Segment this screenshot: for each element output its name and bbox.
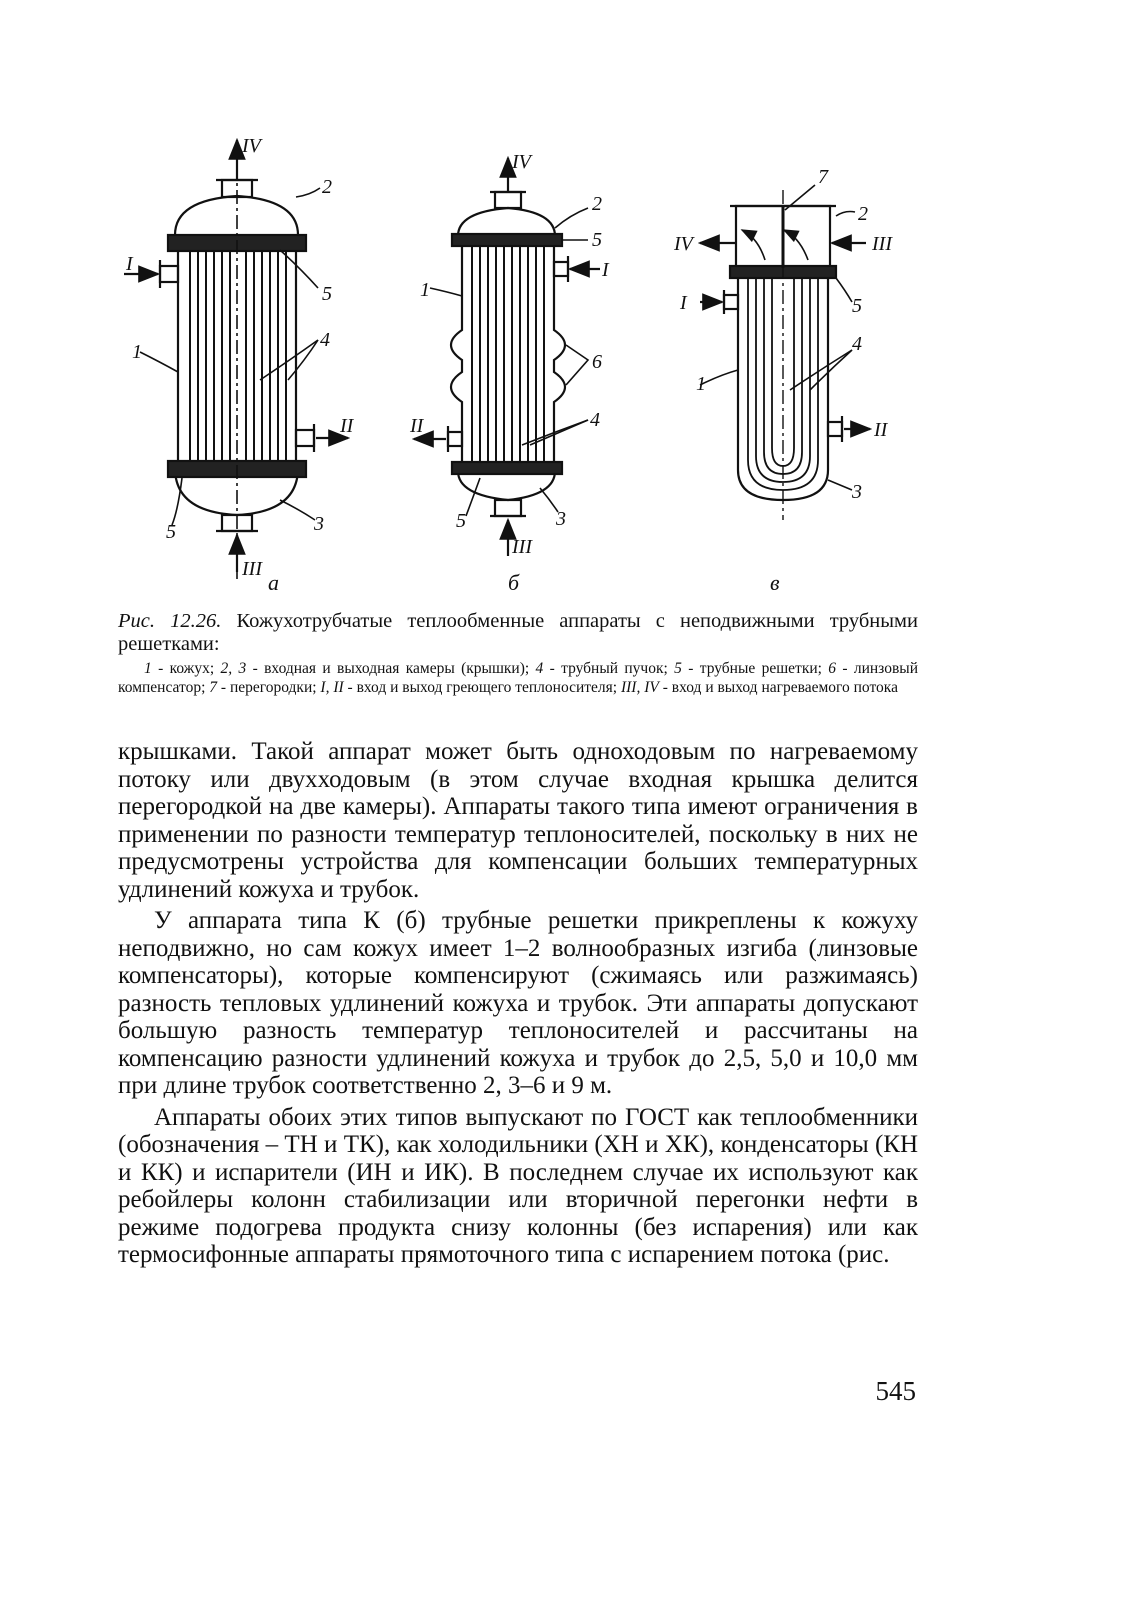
- callout-3-a: 3: [314, 513, 324, 535]
- legend-text: - кожух;: [151, 660, 221, 677]
- callout-4-b: 4: [590, 409, 600, 431]
- callout-6-b: 6: [592, 351, 602, 373]
- legend-number: 1: [144, 660, 152, 677]
- legend-text: - входная и выходная камеры (крышки);: [246, 660, 536, 677]
- heat-exchanger-figure: [0, 0, 1135, 600]
- label-II-b: II: [410, 415, 424, 437]
- callout-1-a: 1: [132, 341, 142, 363]
- panel-label-b: б: [508, 570, 520, 595]
- callout-5-c: 5: [852, 295, 862, 317]
- paragraph-3: Аппараты обоих этих типов выпускают по ГОСТ как теплообменники (обозначения – ТН и ТК), как холодильники (ХН и ХК), конденсаторы (КН и КК) и испарители (ИН и ИК). В последнем случае их используют как ребойлеры колонн стабилизации или вторичной перегонки нефти в режиме подогрева продукта снизу колонны (без испарения) или как термосифонные аппараты прямоточного типа с испарением потока (рис.: [118, 1103, 918, 1268]
- label-II-a: II: [340, 415, 354, 437]
- label-III-b: III: [512, 536, 532, 558]
- callout-4-c: 4: [852, 333, 862, 355]
- callout-2-c: 2: [858, 203, 868, 225]
- apparatus-b: [414, 158, 600, 556]
- legend-text: - трубные решетки;: [681, 660, 829, 677]
- callout-5-b-bottom: 5: [456, 510, 466, 532]
- label-I-c: I: [680, 292, 687, 314]
- panel-label-a: а: [268, 570, 279, 595]
- label-III-a: III: [242, 558, 262, 580]
- legend-number: 7: [209, 679, 218, 696]
- apparatus-c: [700, 185, 870, 520]
- callout-5-b: 5: [592, 229, 602, 251]
- body-text: [118, 738, 918, 1273]
- label-I-b: I: [602, 259, 609, 281]
- label-IV-b: IV: [512, 151, 531, 173]
- page-number: 545: [875, 1376, 916, 1406]
- callout-5-a: 5: [322, 283, 332, 305]
- label-II-c: II: [874, 419, 888, 441]
- label-I-a: I: [126, 253, 133, 275]
- label-IV-c: IV: [674, 233, 693, 255]
- callout-7-c: 7: [818, 166, 828, 188]
- label-III-c: III: [872, 233, 892, 255]
- paragraph-2: У аппарата типа К (б) трубные решетки прикреплены к кожуху неподвижно, но сам кожух имеет 1–2 волнообразных изгиба (линзовые компенсаторы), которые компенсируют (сжимаясь или разжимаясь) разность тепловых удлинений кожуха и трубок. Эти аппараты допускают большую разность температур теплоносителей и рассчитаны на компенсацию разности удлинений кожуха и трубок до 2,5, 5,0 и 10,0 мм при длине трубок соответственно 2, 3–6 и 9 м.: [118, 907, 918, 1099]
- callout-3-c: 3: [852, 481, 862, 503]
- legend-text: - вход и выход нагреваемого потока: [658, 679, 898, 696]
- callout-4-a: 4: [320, 329, 330, 351]
- legend-text: - линзовый компенсатор;: [118, 660, 918, 696]
- callout-5-a-bottom: 5: [166, 521, 176, 543]
- legend-number: I, II: [320, 679, 344, 696]
- figure-caption: [118, 610, 918, 697]
- legend-number: 5: [674, 660, 682, 677]
- caption-title: [118, 610, 918, 656]
- callout-2-b: 2: [592, 193, 602, 215]
- legend-number: 2, 3: [220, 660, 247, 677]
- panel-label-c: в: [770, 570, 780, 595]
- callout-3-b: 3: [556, 508, 566, 530]
- legend-number: III, IV: [620, 679, 659, 696]
- legend-text: - трубный пучок;: [543, 660, 675, 677]
- legend-number: 6: [828, 660, 837, 677]
- callout-1-b: 1: [420, 279, 430, 301]
- legend-text: - перегородки;: [217, 679, 321, 696]
- caption-title-text: Кожухотрубчатые теплообменные аппараты с неподвижными трубными решетками:: [118, 610, 918, 655]
- legend-text: - вход и выход греющего теплоносителя;: [343, 679, 621, 696]
- paragraph-1: крышками. Такой аппарат может быть одноходовым по нагреваемому потоку или двухходовым (в этом случае входная крышка делится перегородкой на две камеры). Аппараты такого типа имеют ограничения в применении по разности температур теплоносителей, поскольку в них не предусмотрены устройства для компенсации больших температурных удлинений кожуха и трубок.: [118, 738, 918, 903]
- label-IV-a: IV: [242, 135, 261, 157]
- callout-2-a: 2: [322, 176, 332, 198]
- legend-number: 4: [535, 660, 544, 677]
- callout-1-c: 1: [696, 373, 706, 395]
- caption-legend: [118, 659, 918, 697]
- caption-label: Рис. 12.26.: [118, 610, 222, 632]
